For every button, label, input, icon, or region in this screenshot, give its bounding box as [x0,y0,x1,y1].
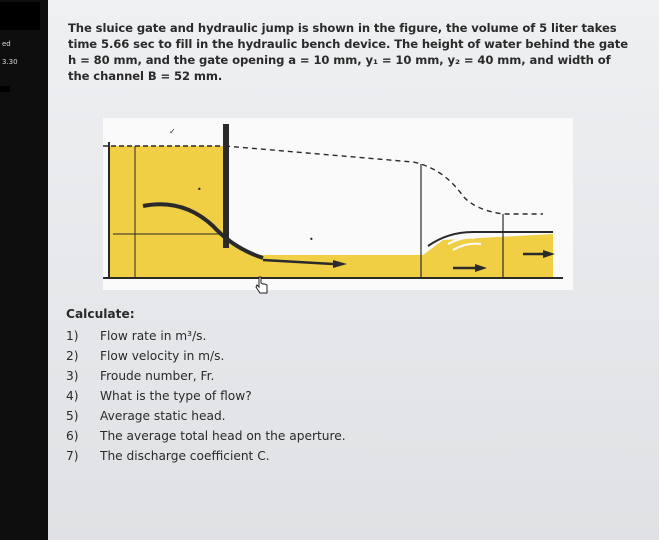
figure-mark: • [197,185,202,194]
sluice-gate-diagram [103,118,573,290]
sidebar-block [0,2,40,30]
item-text: The average total head on the aperture. [100,429,346,443]
list-item [66,326,546,346]
item-text: Froude number, Fr. [100,369,215,383]
hand-cursor-icon [255,276,269,294]
item-text: Flow rate in m³/s. [100,329,207,343]
sidebar-label: ed [2,40,11,48]
item-text: Average static head. [100,409,226,423]
downstream-water [225,234,553,278]
item-number: 6) [66,429,79,443]
sluice-gate [223,124,229,248]
upstream-water [109,146,225,278]
item-number: 1) [66,329,79,343]
sidebar-mark [0,86,10,92]
list-item [66,366,546,386]
item-text: What is the type of flow? [100,389,252,403]
item-number: 7) [66,449,79,463]
problem-statement: The sluice gate and hydraulic jump is shown in the figure, the volume of 5 liter takes time 5.66 sec to fill in the hydraulic bench device. The height of water behind the gate h = 80 mm, and the gate opening a = 10 mm, y₁ = 10 mm, y₂ = 40 mm, and width of the channel B = 52 mm. [68,21,628,83]
energy-line [225,146,543,214]
item-text: The discharge coefficient C. [100,449,270,463]
figure-mark: ✓ [169,127,176,136]
list-item [66,346,546,366]
calculate-section [66,304,546,466]
left-sidebar [0,0,48,540]
sluice-gate-figure [103,118,573,290]
item-text: Flow velocity in m/s. [100,349,225,363]
list-item [66,406,546,426]
calculate-heading: Calculate: [66,307,135,321]
content-screen [48,0,659,540]
sidebar-label: 3.30 [2,58,18,66]
list-item [66,446,546,466]
figure-mark: • [309,235,314,244]
item-number: 5) [66,409,79,423]
item-number: 3) [66,369,79,383]
list-item [66,426,546,446]
list-item [66,386,546,406]
item-number: 4) [66,389,79,403]
item-number: 2) [66,349,79,363]
